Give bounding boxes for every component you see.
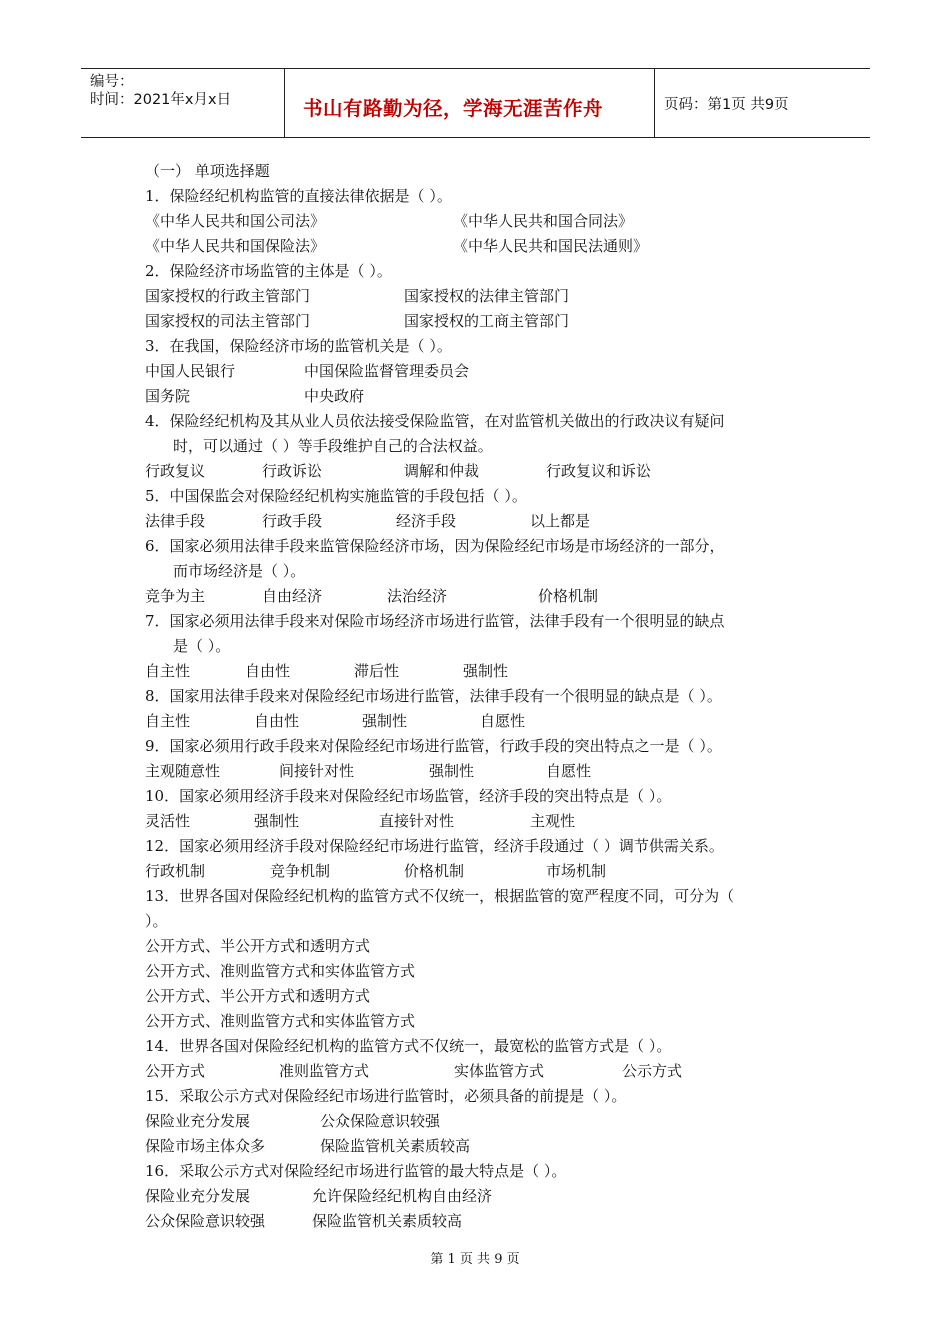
option: 强制性: [429, 762, 475, 780]
question-stem-continued: 是（ ）。: [173, 637, 231, 655]
option: 允许保险经纪机构自由经济: [312, 1187, 493, 1205]
header-left-cell: [81, 69, 285, 137]
question-stem: 7．国家必须用法律手段来对保险市场经济市场进行监管，法律手段有一个很明显的缺点: [145, 612, 725, 630]
page-footer: 第 1 页 共 9 页: [430, 1252, 520, 1267]
question-stem: 1．保险经纪机构监管的直接法律依据是（ ）。: [145, 187, 452, 205]
option: 公开方式、半公开方式和透明方式: [145, 987, 371, 1005]
option: 中央政府: [304, 387, 365, 405]
question-stem: 3．在我国，保险经济市场的监管机关是（ ）。: [145, 337, 452, 355]
option: 竞争机制: [270, 862, 331, 880]
option: 《中华人民共和国保险法》: [145, 237, 326, 255]
question-stem: 8．国家用法律手段来对保险经纪市场进行监管，法律手段有一个很明显的缺点是（ ）。: [145, 687, 722, 705]
question-stem: 5．中国保监会对保险经纪机构实施监管的手段包括（ ）。: [145, 487, 527, 505]
question-stem: 2．保险经济市场监管的主体是（ ）。: [145, 262, 392, 280]
option: 国家授权的法律主管部门: [404, 287, 570, 305]
option: 行政复议和诉讼: [546, 462, 652, 480]
option: 中国保险监督管理委员会: [304, 362, 470, 380]
option: 自主性: [145, 712, 191, 730]
option: 价格机制: [538, 587, 599, 605]
option: 自主性: [145, 662, 191, 680]
question-stem: 4．保险经纪机构及其从业人员依法接受保险监管，在对监管机关做出的行政决议有疑问: [145, 412, 725, 430]
option: 保险市场主体众多: [145, 1137, 266, 1155]
option: 强制性: [362, 712, 408, 730]
question-stem: 14．世界各国对保险经纪机构的监管方式不仅统一，最宽松的监管方式是（ ）。: [145, 1037, 672, 1055]
option: 保险监管机关素质较高: [312, 1212, 463, 1230]
option: 《中华人民共和国合同法》: [453, 212, 634, 230]
option: 公开方式、准则监管方式和实体监管方式: [145, 962, 416, 980]
option: 经济手段: [396, 512, 457, 530]
option: 市场机制: [546, 862, 607, 880]
motto: 书山有路勤为径，学海无涯苦作舟: [303, 97, 604, 120]
option: 公众保险意识较强: [320, 1112, 441, 1130]
option: 行政复议: [145, 462, 206, 480]
option: 公示方式: [622, 1062, 683, 1080]
option: 中国人民银行: [145, 362, 236, 380]
question-stem: 12．国家必须用经济手段对保险经纪市场进行监管，经济手段通过（ ）调节供需关系。: [145, 837, 724, 855]
option: 灵活性: [145, 812, 191, 830]
option: 自由性: [245, 662, 291, 680]
option: 自由性: [254, 712, 300, 730]
option: 间接针对性: [279, 762, 355, 780]
question-stem-continued: 而市场经济是（ ）。: [173, 562, 306, 580]
header-center-cell: [285, 69, 654, 137]
option: 法律手段: [145, 512, 206, 530]
question-stem: 13．世界各国对保险经纪机构的监管方式不仅统一，根据监管的宽严程度不同，可分为（: [145, 887, 735, 905]
option: 竞争为主: [145, 587, 206, 605]
option: 主观性: [530, 812, 576, 830]
option: 公众保险意识较强: [145, 1212, 266, 1230]
option: 以上都是: [530, 512, 591, 530]
option: 行政机制: [145, 862, 206, 880]
question-stem: 16．采取公示方式对保险经纪市场进行监管的最大特点是（ ）。: [145, 1162, 567, 1180]
page-info: 页码：第1页 共9页: [664, 97, 789, 113]
option: 调解和仲裁: [404, 462, 480, 480]
option: 公开方式、准则监管方式和实体监管方式: [145, 1012, 416, 1030]
option: 自愿性: [546, 762, 592, 780]
option: 国家授权的司法主管部门: [145, 312, 311, 330]
option: 直接针对性: [379, 812, 455, 830]
option: 公开方式、半公开方式和透明方式: [145, 937, 371, 955]
option: 保险业充分发展: [145, 1187, 251, 1205]
option: 保险监管机关素质较高: [320, 1137, 471, 1155]
question-stem-continued: ）。: [145, 912, 168, 930]
option: 法治经济: [387, 587, 448, 605]
question-stem: 9．国家必须用行政手段来对保险经纪市场进行监管，行政手段的突出特点之一是（ ）。: [145, 737, 722, 755]
question-stem-continued: 时，可以通过（ ）等手段维护自己的合法权益。: [173, 437, 493, 455]
question-stem: 10．国家必须用经济手段来对保险经纪市场监管，经济手段的突出特点是（ ）。: [145, 787, 672, 805]
serial-label: 编号：: [90, 74, 134, 90]
option: 《中华人民共和国公司法》: [145, 212, 326, 230]
option: 主观随意性: [145, 762, 221, 780]
page-header: [81, 68, 870, 138]
option: 国家授权的行政主管部门: [145, 287, 311, 305]
option: 公开方式: [145, 1062, 206, 1080]
option: 自愿性: [480, 712, 526, 730]
option: 国务院: [145, 387, 191, 405]
section-title: （一） 单项选择题: [145, 162, 270, 180]
question-stem: 15．采取公示方式对保险经纪市场进行监管时，必须具备的前提是（ ）。: [145, 1087, 627, 1105]
option: 强制性: [463, 662, 509, 680]
option: 实体监管方式: [454, 1062, 545, 1080]
question-stem: 6．国家必须用法律手段来监管保险经济市场，因为保险经纪市场是市场经济的一部分，: [145, 537, 725, 555]
option: 《中华人民共和国民法通则》: [453, 237, 649, 255]
option: 自由经济: [262, 587, 323, 605]
option: 行政诉讼: [262, 462, 323, 480]
option: 准则监管方式: [279, 1062, 370, 1080]
option: 强制性: [254, 812, 300, 830]
option: 保险业充分发展: [145, 1112, 251, 1130]
option: 价格机制: [404, 862, 465, 880]
option: 滞后性: [354, 662, 400, 680]
option: 行政手段: [262, 512, 323, 530]
header-right-cell: [654, 69, 871, 137]
option: 国家授权的工商主管部门: [404, 312, 570, 330]
date-label: 时间：2021年x月x日: [90, 92, 232, 108]
